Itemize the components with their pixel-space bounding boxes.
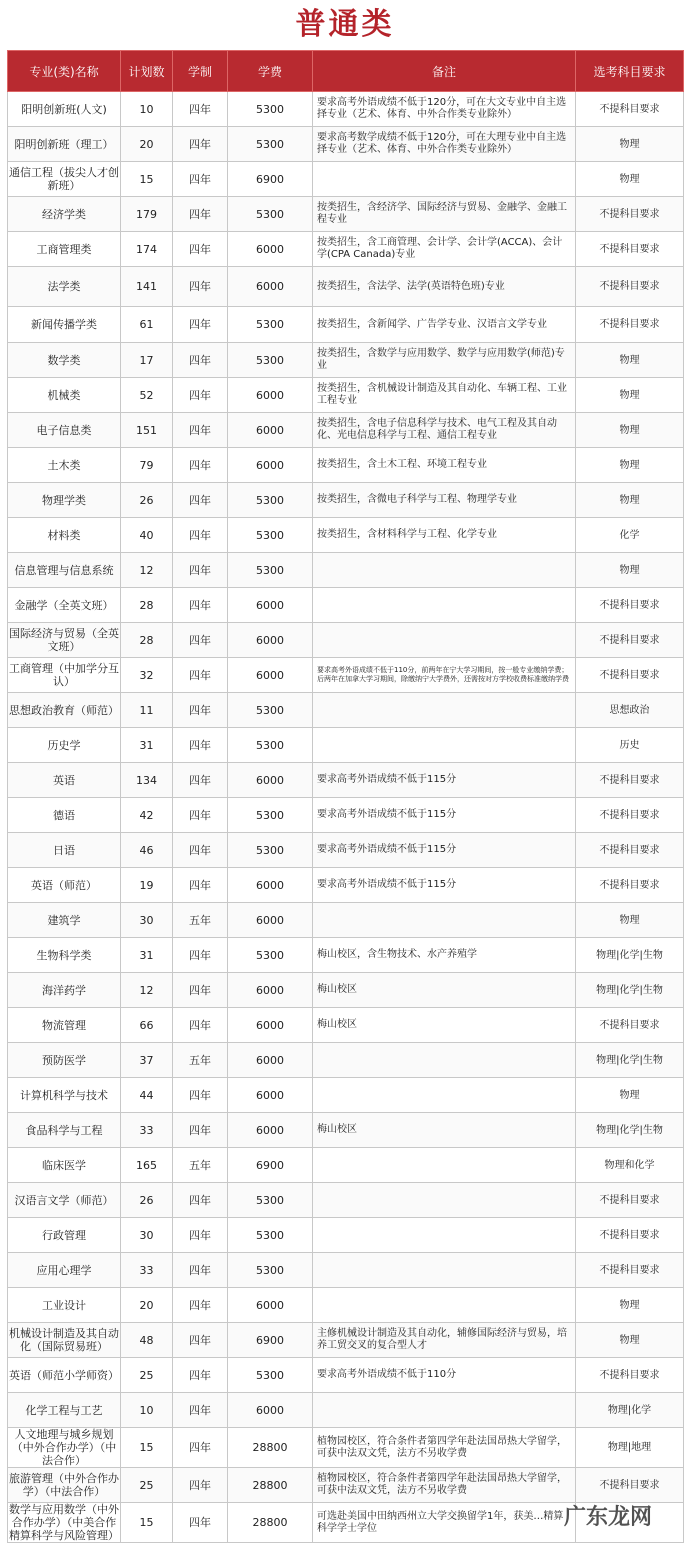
tuition: 5300 bbox=[228, 343, 313, 378]
subject-requirement: 物理|化学|生物 bbox=[576, 973, 684, 1008]
tuition: 6000 bbox=[228, 658, 313, 693]
duration: 五年 bbox=[173, 1043, 228, 1078]
notes bbox=[313, 1253, 576, 1288]
duration: 四年 bbox=[173, 343, 228, 378]
major-name: 工商管理（中加学分互认） bbox=[8, 658, 121, 693]
table-row bbox=[8, 232, 684, 267]
notes: 要求高考外语成绩不低于120分，可在大文专业中自主选择专业（艺术、体育、中外合作类专业除外） bbox=[313, 92, 576, 127]
table-row bbox=[8, 483, 684, 518]
duration: 四年 bbox=[173, 1253, 228, 1288]
major-name: 预防医学 bbox=[8, 1043, 121, 1078]
major-name: 旅游管理（中外合作办学）（中法合作） bbox=[8, 1468, 121, 1503]
tuition: 6000 bbox=[228, 903, 313, 938]
table-row bbox=[8, 1148, 684, 1183]
table-row bbox=[8, 1428, 684, 1468]
major-name: 土木类 bbox=[8, 448, 121, 483]
subject-requirement: 不提科目要求 bbox=[576, 197, 684, 232]
subject-requirement: 历史 bbox=[576, 728, 684, 763]
subject-requirement: 物理 bbox=[576, 162, 684, 197]
subject-requirement: 物理 bbox=[576, 378, 684, 413]
subject-requirement: 物理 bbox=[576, 343, 684, 378]
major-name: 临床医学 bbox=[8, 1148, 121, 1183]
duration: 四年 bbox=[173, 413, 228, 448]
duration: 四年 bbox=[173, 693, 228, 728]
tuition: 6000 bbox=[228, 1393, 313, 1428]
plan-count: 37 bbox=[121, 1043, 173, 1078]
subject-requirement: 不提科目要求 bbox=[576, 1253, 684, 1288]
tuition: 6000 bbox=[228, 868, 313, 903]
subject-requirement: 物理 bbox=[576, 127, 684, 162]
duration: 四年 bbox=[173, 938, 228, 973]
plan-count: 165 bbox=[121, 1148, 173, 1183]
notes: 梅山校区，含生物技术、水产养殖学 bbox=[313, 938, 576, 973]
table-row bbox=[8, 127, 684, 162]
table-row bbox=[8, 553, 684, 588]
table-row bbox=[8, 1078, 684, 1113]
tuition: 28800 bbox=[228, 1468, 313, 1503]
duration: 四年 bbox=[173, 588, 228, 623]
table-row bbox=[8, 1323, 684, 1358]
major-name: 通信工程（拔尖人才创新班） bbox=[8, 162, 121, 197]
duration: 四年 bbox=[173, 1393, 228, 1428]
duration: 四年 bbox=[173, 728, 228, 763]
tuition: 6000 bbox=[228, 623, 313, 658]
plan-count: 141 bbox=[121, 267, 173, 307]
major-name: 英语（师范小学师资） bbox=[8, 1358, 121, 1393]
tuition: 5300 bbox=[228, 483, 313, 518]
tuition: 6000 bbox=[228, 232, 313, 267]
tuition: 5300 bbox=[228, 833, 313, 868]
subject-requirement: 化学 bbox=[576, 518, 684, 553]
header-plan-count: 计划数 bbox=[121, 51, 173, 92]
table-header-row bbox=[8, 51, 684, 92]
tuition: 6000 bbox=[228, 973, 313, 1008]
major-name: 化学工程与工艺 bbox=[8, 1393, 121, 1428]
plan-count: 26 bbox=[121, 1183, 173, 1218]
duration: 四年 bbox=[173, 267, 228, 307]
page-title: 普通类 bbox=[295, 7, 395, 42]
duration: 四年 bbox=[173, 448, 228, 483]
tuition: 5300 bbox=[228, 92, 313, 127]
table-row bbox=[8, 518, 684, 553]
major-name: 阳明创新班（理工） bbox=[8, 127, 121, 162]
notes: 要求高考外语成绩不低于115分 bbox=[313, 763, 576, 798]
table-row bbox=[8, 1218, 684, 1253]
notes: 要求高考外语成绩不低于115分 bbox=[313, 833, 576, 868]
tuition: 5300 bbox=[228, 1358, 313, 1393]
plan-count: 12 bbox=[121, 553, 173, 588]
subject-requirement: 物理|化学 bbox=[576, 1393, 684, 1428]
watermark: 广东龙网 bbox=[563, 1505, 652, 1530]
tuition: 6900 bbox=[228, 1148, 313, 1183]
duration: 四年 bbox=[173, 1288, 228, 1323]
table-row bbox=[8, 973, 684, 1008]
notes bbox=[313, 1288, 576, 1323]
notes: 要求高考外语成绩不低于110分，前两年在宁大学习期间，按一般专业缴纳学费；后两年在加拿大学习期间，除缴纳宁大学费外，还需按对方学校收费标准缴纳学费 bbox=[313, 658, 576, 693]
table-row bbox=[8, 1288, 684, 1323]
major-name: 工商管理类 bbox=[8, 232, 121, 267]
header-major: 专业(类)名称 bbox=[8, 51, 121, 92]
header-subject-requirement: 选考科目要求 bbox=[576, 51, 684, 92]
subject-requirement: 不提科目要求 bbox=[576, 658, 684, 693]
notes bbox=[313, 588, 576, 623]
tuition: 5300 bbox=[228, 1253, 313, 1288]
plan-count: 30 bbox=[121, 903, 173, 938]
notes: 梅山校区 bbox=[313, 1008, 576, 1043]
plan-count: 28 bbox=[121, 588, 173, 623]
duration: 四年 bbox=[173, 92, 228, 127]
subject-requirement: 物理 bbox=[576, 553, 684, 588]
subject-requirement: 物理|地理 bbox=[576, 1428, 684, 1468]
plan-count: 15 bbox=[121, 162, 173, 197]
notes: 梅山校区 bbox=[313, 973, 576, 1008]
plan-count: 11 bbox=[121, 693, 173, 728]
subject-requirement: 思想政治 bbox=[576, 693, 684, 728]
plan-count: 15 bbox=[121, 1428, 173, 1468]
tuition: 6000 bbox=[228, 267, 313, 307]
plan-count: 10 bbox=[121, 1393, 173, 1428]
subject-requirement: 不提科目要求 bbox=[576, 232, 684, 267]
major-name: 信息管理与信息系统 bbox=[8, 553, 121, 588]
notes: 按类招生，含机械设计制造及其自动化、车辆工程、工业工程专业 bbox=[313, 378, 576, 413]
plan-count: 151 bbox=[121, 413, 173, 448]
duration: 五年 bbox=[173, 903, 228, 938]
table-row bbox=[8, 658, 684, 693]
plan-count: 52 bbox=[121, 378, 173, 413]
notes bbox=[313, 162, 576, 197]
duration: 四年 bbox=[173, 658, 228, 693]
table-row bbox=[8, 588, 684, 623]
notes bbox=[313, 623, 576, 658]
subject-requirement: 不提科目要求 bbox=[576, 833, 684, 868]
plan-count: 28 bbox=[121, 623, 173, 658]
major-name: 思想政治教育（师范） bbox=[8, 693, 121, 728]
plan-count: 12 bbox=[121, 973, 173, 1008]
subject-requirement: 不提科目要求 bbox=[576, 623, 684, 658]
notes: 可选赴美国中田纳西州立大学交换留学1年，获美…精算科学学士学位 bbox=[313, 1503, 576, 1543]
tuition: 5300 bbox=[228, 798, 313, 833]
duration: 四年 bbox=[173, 232, 228, 267]
notes bbox=[313, 903, 576, 938]
tuition: 6000 bbox=[228, 1008, 313, 1043]
notes: 按类招生，含材料科学与工程、化学专业 bbox=[313, 518, 576, 553]
duration: 四年 bbox=[173, 197, 228, 232]
plan-count: 174 bbox=[121, 232, 173, 267]
tuition: 6000 bbox=[228, 588, 313, 623]
table-row bbox=[8, 1468, 684, 1503]
major-name: 日语 bbox=[8, 833, 121, 868]
notes: 按类招生，含经济学、国际经济与贸易、金融学、金融工程专业 bbox=[313, 197, 576, 232]
tuition: 28800 bbox=[228, 1428, 313, 1468]
notes: 主修机械设计制造及其自动化，辅修国际经济与贸易，培养工贸交叉的复合型人才 bbox=[313, 1323, 576, 1358]
notes: 要求高考外语成绩不低于110分 bbox=[313, 1358, 576, 1393]
duration: 四年 bbox=[173, 1008, 228, 1043]
duration: 四年 bbox=[173, 1503, 228, 1543]
table-row bbox=[8, 1113, 684, 1148]
major-name: 海洋药学 bbox=[8, 973, 121, 1008]
subject-requirement: 物理 bbox=[576, 1288, 684, 1323]
plan-count: 33 bbox=[121, 1113, 173, 1148]
subject-requirement: 不提科目要求 bbox=[576, 1358, 684, 1393]
plan-count: 25 bbox=[121, 1468, 173, 1503]
notes: 要求高考外语成绩不低于115分 bbox=[313, 868, 576, 903]
duration: 四年 bbox=[173, 127, 228, 162]
major-name: 英语 bbox=[8, 763, 121, 798]
table-row bbox=[8, 903, 684, 938]
duration: 四年 bbox=[173, 1218, 228, 1253]
major-name: 历史学 bbox=[8, 728, 121, 763]
tuition: 5300 bbox=[228, 127, 313, 162]
major-name: 数学与应用数学（中外合作办学）（中美合作精算科学与风险管理） bbox=[9, 1503, 119, 1542]
plan-count: 31 bbox=[121, 938, 173, 973]
table-row bbox=[8, 1393, 684, 1428]
tuition: 6000 bbox=[228, 1078, 313, 1113]
table-row bbox=[8, 623, 684, 658]
duration: 四年 bbox=[173, 1078, 228, 1113]
table-row bbox=[8, 267, 684, 307]
table-row bbox=[8, 448, 684, 483]
major-name: 数学类 bbox=[8, 343, 121, 378]
subject-requirement: 不提科目要求 bbox=[576, 1183, 684, 1218]
subject-requirement: 物理和化学 bbox=[576, 1148, 684, 1183]
table-row bbox=[8, 763, 684, 798]
subject-requirement: 物理 bbox=[576, 903, 684, 938]
tuition: 6900 bbox=[228, 162, 313, 197]
notes bbox=[313, 1183, 576, 1218]
tuition: 6000 bbox=[228, 1288, 313, 1323]
subject-requirement: 不提科目要求 bbox=[576, 763, 684, 798]
plan-count: 15 bbox=[121, 1503, 173, 1543]
duration: 四年 bbox=[173, 378, 228, 413]
plan-count: 20 bbox=[121, 127, 173, 162]
notes bbox=[313, 693, 576, 728]
tuition: 5300 bbox=[228, 938, 313, 973]
duration: 四年 bbox=[173, 798, 228, 833]
duration: 四年 bbox=[173, 1428, 228, 1468]
subject-requirement: 物理|化学|生物 bbox=[576, 1043, 684, 1078]
notes: 按类招生，含微电子科学与工程、物理学专业 bbox=[313, 483, 576, 518]
duration: 四年 bbox=[173, 868, 228, 903]
notes bbox=[313, 1393, 576, 1428]
notes bbox=[313, 728, 576, 763]
plan-count: 134 bbox=[121, 763, 173, 798]
major-name: 电子信息类 bbox=[8, 413, 121, 448]
duration: 四年 bbox=[173, 1358, 228, 1393]
notes: 按类招生，含电子信息科学与技术、电气工程及其自动化、光电信息科学与工程、通信工程专业 bbox=[313, 413, 576, 448]
major-name: 物流管理 bbox=[8, 1008, 121, 1043]
plan-count: 66 bbox=[121, 1008, 173, 1043]
tuition: 6000 bbox=[228, 413, 313, 448]
plan-count: 48 bbox=[121, 1323, 173, 1358]
table-row bbox=[8, 1253, 684, 1288]
tuition: 5300 bbox=[228, 197, 313, 232]
major-name: 生物科学类 bbox=[8, 938, 121, 973]
notes: 按类招生，含数学与应用数学、数学与应用数学(师范)专业 bbox=[313, 343, 576, 378]
duration: 四年 bbox=[173, 553, 228, 588]
table-row bbox=[8, 307, 684, 343]
plan-count: 10 bbox=[121, 92, 173, 127]
tuition: 5300 bbox=[228, 693, 313, 728]
tuition: 5300 bbox=[228, 1183, 313, 1218]
enrollment-table bbox=[7, 50, 684, 1543]
plan-count: 179 bbox=[121, 197, 173, 232]
table-row bbox=[8, 938, 684, 973]
major-name: 法学类 bbox=[8, 267, 121, 307]
tuition: 28800 bbox=[228, 1503, 313, 1543]
subject-requirement: 不提科目要求 bbox=[576, 307, 684, 343]
major-name: 工业设计 bbox=[8, 1288, 121, 1323]
major-name: 金融学（全英文班） bbox=[8, 588, 121, 623]
duration: 四年 bbox=[173, 1113, 228, 1148]
notes bbox=[313, 1218, 576, 1253]
duration: 四年 bbox=[173, 307, 228, 343]
notes: 要求高考外语成绩不低于115分 bbox=[313, 798, 576, 833]
table-body bbox=[8, 92, 684, 1543]
tuition: 6000 bbox=[228, 378, 313, 413]
subject-requirement: 物理 bbox=[576, 448, 684, 483]
duration: 四年 bbox=[173, 483, 228, 518]
major-name: 食品科学与工程 bbox=[8, 1113, 121, 1148]
table-row bbox=[8, 833, 684, 868]
notes: 梅山校区 bbox=[313, 1113, 576, 1148]
major-name: 行政管理 bbox=[8, 1218, 121, 1253]
tuition: 5300 bbox=[228, 728, 313, 763]
plan-count: 32 bbox=[121, 658, 173, 693]
plan-count: 61 bbox=[121, 307, 173, 343]
plan-count: 46 bbox=[121, 833, 173, 868]
plan-count: 25 bbox=[121, 1358, 173, 1393]
plan-count: 26 bbox=[121, 483, 173, 518]
subject-requirement: 不提科目要求 bbox=[576, 798, 684, 833]
major-name: 物理学类 bbox=[8, 483, 121, 518]
subject-requirement: 物理 bbox=[576, 413, 684, 448]
table-row bbox=[8, 1008, 684, 1043]
tuition: 6000 bbox=[228, 763, 313, 798]
notes bbox=[313, 553, 576, 588]
plan-count: 20 bbox=[121, 1288, 173, 1323]
major-name: 新闻传播学类 bbox=[8, 307, 121, 343]
tuition: 6000 bbox=[228, 1113, 313, 1148]
notes: 按类招生，含工商管理、会计学、会计学(ACCA)、会计学(CPA Canada)专业 bbox=[313, 232, 576, 267]
subject-requirement: 物理 bbox=[576, 1078, 684, 1113]
duration: 四年 bbox=[173, 833, 228, 868]
major-name: 汉语言文学（师范） bbox=[8, 1183, 121, 1218]
table-row bbox=[8, 798, 684, 833]
major-name: 应用心理学 bbox=[8, 1253, 121, 1288]
header-duration: 学制 bbox=[173, 51, 228, 92]
table-row bbox=[8, 728, 684, 763]
plan-count: 79 bbox=[121, 448, 173, 483]
plan-count: 42 bbox=[121, 798, 173, 833]
major-name: 材料类 bbox=[8, 518, 121, 553]
major-name: 机械类 bbox=[8, 378, 121, 413]
notes bbox=[313, 1043, 576, 1078]
subject-requirement: 物理 bbox=[576, 1323, 684, 1358]
subject-requirement: 不提科目要求 bbox=[576, 1008, 684, 1043]
table-row bbox=[8, 197, 684, 232]
table-row bbox=[8, 343, 684, 378]
major-name: 英语（师范） bbox=[8, 868, 121, 903]
major-name: 建筑学 bbox=[8, 903, 121, 938]
subject-requirement: 不提科目要求 bbox=[576, 868, 684, 903]
subject-requirement: 不提科目要求 bbox=[576, 92, 684, 127]
tuition: 6000 bbox=[228, 1043, 313, 1078]
notes: 要求高考数学成绩不低于120分，可在大理专业中自主选择专业（艺术、体育、中外合作类专业除外） bbox=[313, 127, 576, 162]
notes bbox=[313, 1148, 576, 1183]
notes: 植物园校区，符合条件者第四学年赴法国昂热大学留学，可获中法双文凭，法方不另收学费 bbox=[313, 1428, 576, 1468]
notes bbox=[313, 1078, 576, 1113]
major-name: 经济学类 bbox=[8, 197, 121, 232]
table-row bbox=[8, 1183, 684, 1218]
tuition: 5300 bbox=[228, 518, 313, 553]
duration: 四年 bbox=[173, 518, 228, 553]
duration: 四年 bbox=[173, 1323, 228, 1358]
tuition: 6000 bbox=[228, 448, 313, 483]
tuition: 5300 bbox=[228, 307, 313, 343]
duration: 五年 bbox=[173, 1148, 228, 1183]
major-name: 国际经济与贸易（全英文班） bbox=[8, 623, 121, 658]
duration: 四年 bbox=[173, 1468, 228, 1503]
subject-requirement: 不提科目要求 bbox=[576, 588, 684, 623]
major-name: 人文地理与城乡规划（中外合作办学）（中法合作） bbox=[8, 1428, 121, 1468]
plan-count: 33 bbox=[121, 1253, 173, 1288]
duration: 四年 bbox=[173, 162, 228, 197]
notes: 按类招生，含新闻学、广告学专业、汉语言文学专业 bbox=[313, 307, 576, 343]
subject-requirement: 不提科目要求 bbox=[576, 1218, 684, 1253]
duration: 四年 bbox=[173, 1183, 228, 1218]
subject-requirement: 物理|化学|生物 bbox=[576, 1113, 684, 1148]
plan-count: 31 bbox=[121, 728, 173, 763]
subject-requirement: 物理 bbox=[576, 483, 684, 518]
major-name: 阳明创新班(人文) bbox=[8, 92, 121, 127]
header-notes: 备注 bbox=[313, 51, 576, 92]
table-row bbox=[8, 693, 684, 728]
subject-requirement: 不提科目要求 bbox=[576, 267, 684, 307]
plan-count: 40 bbox=[121, 518, 173, 553]
duration: 四年 bbox=[173, 763, 228, 798]
plan-count: 44 bbox=[121, 1078, 173, 1113]
major-name: 机械设计制造及其自动化（国际贸易班） bbox=[8, 1323, 121, 1358]
duration: 四年 bbox=[173, 973, 228, 1008]
plan-count: 17 bbox=[121, 343, 173, 378]
table-row bbox=[8, 868, 684, 903]
duration: 四年 bbox=[173, 623, 228, 658]
subject-requirement: 物理|化学|生物 bbox=[576, 938, 684, 973]
header-tuition: 学费 bbox=[228, 51, 313, 92]
table-row bbox=[8, 1358, 684, 1393]
table-row bbox=[8, 378, 684, 413]
plan-count: 30 bbox=[121, 1218, 173, 1253]
major-name: 德语 bbox=[8, 798, 121, 833]
table-row bbox=[8, 1043, 684, 1078]
subject-requirement: 不提科目要求 bbox=[576, 1468, 684, 1503]
tuition: 5300 bbox=[228, 553, 313, 588]
notes: 植物园校区，符合条件者第四学年赴法国昂热大学留学，可获中法双文凭，法方不另收学费 bbox=[313, 1468, 576, 1503]
notes: 按类招生，含法学、法学(英语特色班)专业 bbox=[313, 267, 576, 307]
table-row bbox=[8, 162, 684, 197]
major-name: 计算机科学与技术 bbox=[8, 1078, 121, 1113]
tuition: 6900 bbox=[228, 1323, 313, 1358]
tuition: 5300 bbox=[228, 1218, 313, 1253]
table-row bbox=[8, 413, 684, 448]
plan-count: 19 bbox=[121, 868, 173, 903]
table-row bbox=[8, 92, 684, 127]
notes: 按类招生，含土木工程、环境工程专业 bbox=[313, 448, 576, 483]
